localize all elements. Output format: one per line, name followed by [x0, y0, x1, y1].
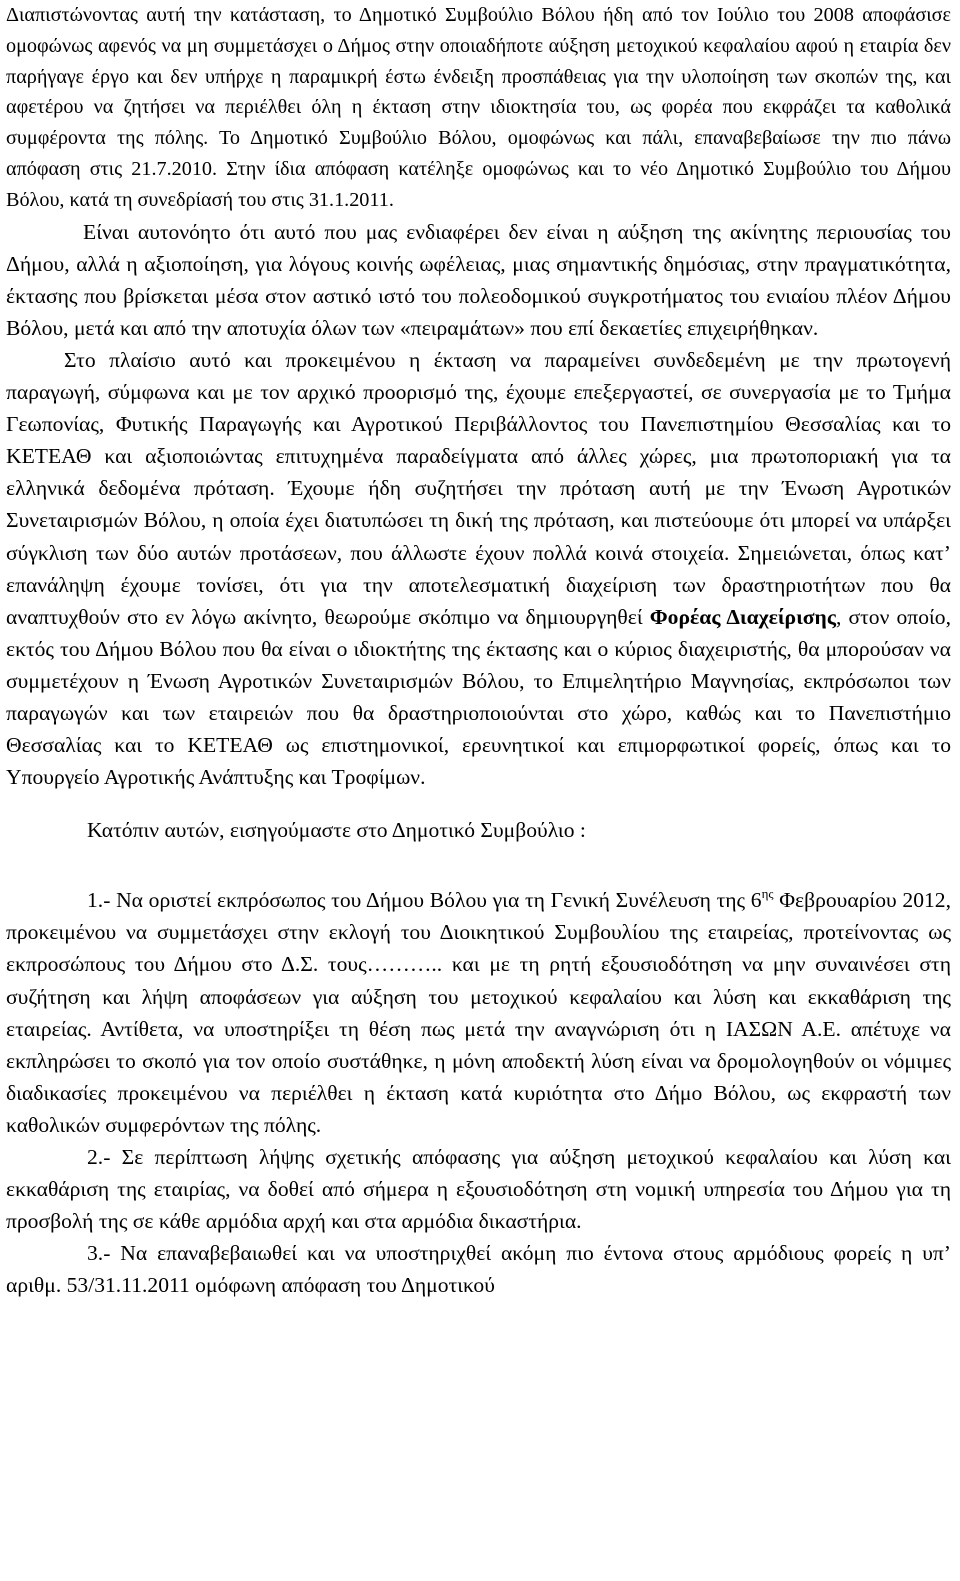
item-1-text-a: 1.- Να οριστεί εκπρόσωπος του Δήμου Βόλου για τη Γενική Συνέλευση της 6: [87, 888, 762, 913]
recommendation-intro: Κατόπιν αυτών, εισηγούμαστε στο Δημοτικό Συμβούλιο :: [87, 818, 586, 843]
recommendation-item-2: 2.- Σε περίπτωση λήψης σχετικής απόφασης για αύξηση μετοχικού κεφαλαίου και λύση και εκκαθάριση της εταιρίας, να δοθεί από σήμερα η εξουσιοδότηση στη νομική υπηρεσία του Δήμου για τη προσβολή της σε κάθε αρμόδια αρχή και στα αρμόδια δικαστήρια.: [6, 1145, 951, 1234]
recommendation-item-1: [6, 884, 951, 1141]
paragraph-proposal-text-2: , στον οποίο, εκτός του Δήμου Βόλου που θα είναι ο ιδιοκτήτης της έκτασης και ο κύριος διαχειριστής, θα μπορούσαν να συμμετέχουν η Ένωση Αγροτικών Συνεταιρισμών Βόλου, το Επιμελητήριο Μαγνησίας, εκπρόσωποι των παραγωγών και των εταιρειών που θα δραστηριοποιούνται στο χώρο, καθώς και το Πανεπιστήμιο Θεσσαλίας και το ΚΕΤΕΑΘ ως επιστημονικοί, ερευνητικοί και επιμορφωτικοί φορείς, όπως και το Υπουργείο Αγροτικής Ανάπτυξης και Τροφίμων.: [6, 604, 952, 790]
item-1-text-b: Φεβρουαρίου 2012, προκειμένου να συμμετάσχει στην εκλογή του Διοικητικού Συμβουλίου της εταιρείας, προτείνοντας ως εκπροσώπους του Δήμου στο Δ.Σ. τους……….. και με τη ρητή εξουσιοδότηση να μην συναινέσει στη συζήτηση και λήψη αποφάσεων για αύξηση του μετοχικού κεφαλαίου και λύση και εκκαθάριση της εταιρείας. Αντίθετα, να υποστηρίξει τη θέση πως μετά την αναγνώριση ότι η ΙΑΣΩΝ Α.Ε. απέτυχε να εκπληρώσει το σκοπό για τον οποίο συστάθηκε, η μόνη αποδεκτή λύση είναι να δρομολογηθούν οι νόμιμες διαδικασίες προκειμένου να περιέλθει η έκταση κατά κυριότητα στο Δήμο Βόλου, ως εκφραστή των καθολικών συμφερόντων της πόλης.: [6, 888, 952, 1137]
paragraph-proposal-text-1: Στο πλαίσιο αυτό και προκειμένου η έκταση να παραμείνει συνδεδεμένη με την πρωτογενή παραγωγή, σύμφωνα και με τον αρχικό προορισμό της, έχουμε επεξεργαστεί, σε συνεργασία με το Τμήμα Γεωπονίας, Φυτικής Παραγωγής και Αγροτικού Περιβάλλοντος του Πανεπιστημίου Θεσσαλίας και το ΚΕΤΕΑΘ και αξιοποιώντας επιτυχημένα παραδείγματα από άλλες χώρες, μια πρωτοποριακή για τα ελληνικά δεδομένα πρόταση. Έχουμε ήδη συζητήσει την πρόταση αυτή με την Ένωση Αγροτικών Συνεταιρισμών Βόλου, η οποία έχει διατυπώσει τη δική της πρόταση, και πιστεύουμε ότι μπορεί να υπάρξει σύγκλιση των δύο αυτών προτάσεων, που άλλωστε έχουν πολλά κοινά στοιχεία. Σημειώνεται, όπως κατ’ επανάληψη έχουμε τονίσει, ότι για την αποτελεσματική διαχείριση των δραστηριοτήτων που θα αναπτυχθούν στο εν λόγω ακίνητο, θεωρούμε σκόπιμο να δημιουργηθεί: [6, 347, 951, 629]
recommendation-item-3: 3.- Να επαναβεβαιωθεί και να υποστηριχθεί ακόμη πιο έντονα στους αρμόδιους φορείς η υπ’ αριθμ. 53/31.11.2011 ομόφωνη απόφαση του Δημοτικού: [6, 1241, 951, 1298]
management-body-bold: Φορέας Διαχείρισης: [649, 604, 836, 629]
paragraph-proposal: [6, 344, 951, 793]
paragraph-land-utilization: Είναι αυτονόητο ότι αυτό που μας ενδιαφέρει δεν είναι η αύξηση της ακίνητης περιουσίας του Δήμου, αλλά η αξιοποίηση, για λόγους κοινής ωφέλειας, μιας σημαντικής δημόσιας, στην πραγματικότητα, έκτασης που βρίσκεται μέσα στον αστικό ιστό του πολεοδομικού συγκροτήματος του ενιαίου πλέον Δήμου Βόλου, μετά και από την αποτυχία όλων των «πειραμάτων» που επί δεκαετίες επιχειρήθηκαν.: [6, 219, 951, 340]
document-page: [6, 0, 951, 1301]
paragraph-council-decision: Διαπιστώνοντας αυτή την κατάσταση, το Δημοτικό Συμβούλιο Βόλου ήδη από τον Ιούλιο του 2008 αποφάσισε ομοφώνως αφενός να μη συμμετάσχει ο Δήμος στην οποιαδήποτε αύξηση μετοχικού κεφαλαίου αφού η εταιρία δεν παρήγαγε έργο και δεν υπήρχε η παραμικρή έστω ένδειξη προσπάθειας για την υλοποίηση των σκοπών της, και αφετέρου να ζητήσει να περιέλθει όλη η έκταση στην ιδιοκτησία του, ως φορέα που εκφράζει τα καθολικά συμφέροντα της πόλης. Το Δημοτικό Συμβούλιο Βόλου, ομοφώνως και πάλι, επαναβεβαίωσε την πιο πάνω απόφαση στις 21.7.2010. Στην ίδια απόφαση κατέληξε ομοφώνως και το νέο Δημοτικό Συμβούλιο του Δήμου Βόλου, κατά τη συνεδρίασή του στις 31.1.2011.: [6, 4, 951, 211]
item-1-superscript: ης: [761, 886, 774, 902]
